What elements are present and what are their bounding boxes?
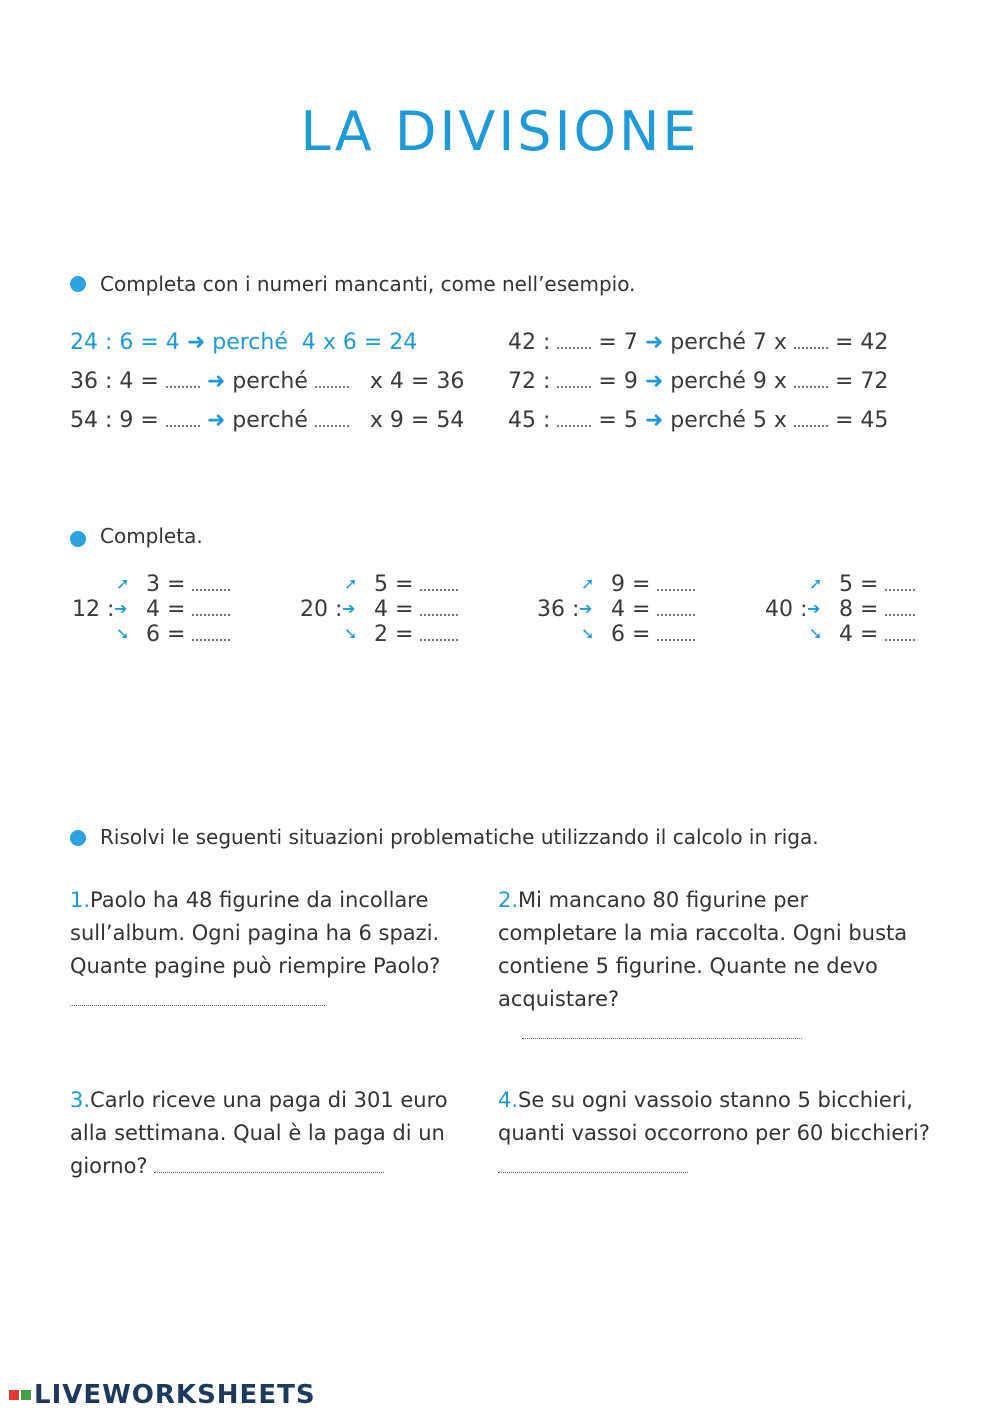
left-row-2-b: x 9 = 54 bbox=[369, 408, 465, 433]
problem-1 bbox=[70, 884, 462, 1016]
answer-blank[interactable] bbox=[657, 637, 695, 641]
right-row-2-because: perché bbox=[670, 369, 746, 394]
left-row-1-because: perché bbox=[232, 369, 308, 394]
dividend: 40 : bbox=[765, 597, 808, 622]
section3-instruction: Risolvi le seguenti situazioni problematiche utilizzando il calcolo in riga. bbox=[100, 825, 819, 849]
right-row-3-a: 45 : bbox=[508, 408, 551, 433]
answer-blank[interactable] bbox=[192, 612, 230, 616]
answer-blank[interactable] bbox=[166, 384, 200, 388]
left-row-2-because: perché bbox=[232, 408, 308, 433]
answer-blank[interactable] bbox=[885, 587, 915, 591]
right-row-1-a: 42 : bbox=[508, 330, 551, 355]
example-rhs: 4 x 6 = 24 bbox=[301, 330, 418, 355]
arrow-right-icon: ➔ bbox=[807, 599, 821, 618]
example-lhs: 24 : 6 = 4 bbox=[70, 330, 180, 355]
answer-line[interactable] bbox=[522, 1036, 802, 1039]
section1-instruction: Completa con i numeri mancanti, come nell’esempio. bbox=[100, 272, 636, 296]
liveworksheets-logo-icon bbox=[8, 1385, 32, 1404]
answer-line[interactable] bbox=[70, 1003, 325, 1006]
divisor: 4 = bbox=[611, 597, 651, 622]
arrow-down-right-icon: ➘ bbox=[581, 624, 595, 643]
footer-brand: LIVEWORKSHEETS bbox=[34, 1380, 316, 1410]
divisor: 4 = bbox=[374, 597, 414, 622]
answer-blank[interactable] bbox=[315, 384, 349, 388]
answer-blank[interactable] bbox=[166, 423, 200, 427]
section1-bullet bbox=[70, 276, 86, 296]
arrow-right-icon: ➜ bbox=[644, 408, 664, 433]
section2-instruction: Completa. bbox=[100, 524, 203, 548]
left-row-1-b: x 4 = 36 bbox=[369, 369, 465, 394]
divisor: 2 = bbox=[374, 622, 414, 647]
problem-3 bbox=[70, 1084, 462, 1183]
right-row-3 bbox=[508, 408, 888, 433]
answer-blank[interactable] bbox=[315, 423, 349, 427]
answer-line[interactable] bbox=[154, 1170, 384, 1173]
problem-number: 2. bbox=[498, 888, 519, 912]
arrow-down-right-icon: ➘ bbox=[344, 624, 358, 643]
arrow-down-right-icon: ➘ bbox=[116, 624, 130, 643]
divisor: 6 = bbox=[611, 622, 651, 647]
problem-number: 3. bbox=[70, 1088, 91, 1112]
arrow-up-right-icon: ➚ bbox=[116, 574, 130, 593]
left-row-1-a: 36 : 4 = bbox=[70, 369, 159, 394]
right-row-3-b: = 5 bbox=[598, 408, 638, 433]
problem-4 bbox=[498, 1084, 930, 1183]
answer-blank[interactable] bbox=[794, 384, 828, 388]
answer-blank[interactable] bbox=[657, 612, 695, 616]
answer-blank[interactable] bbox=[192, 637, 230, 641]
answer-blank[interactable] bbox=[557, 384, 591, 388]
problem-2 bbox=[498, 884, 930, 1049]
problem-number: 4. bbox=[498, 1088, 519, 1112]
right-row-1-c: 7 x bbox=[752, 330, 787, 355]
problem-text: Se su ogni vassoio stanno 5 bicchieri, quanti vassoi occorrono per 60 bicchieri? bbox=[498, 1088, 930, 1145]
right-row-2-a: 72 : bbox=[508, 369, 551, 394]
left-row-1 bbox=[70, 369, 464, 394]
page-title: LA DIVISIONE bbox=[300, 100, 700, 163]
answer-blank[interactable] bbox=[557, 345, 591, 349]
arrow-right-icon: ➜ bbox=[186, 330, 206, 355]
arrow-down-right-icon: ➘ bbox=[809, 624, 823, 643]
arrow-up-right-icon: ➚ bbox=[581, 574, 595, 593]
arrow-right-icon: ➔ bbox=[342, 599, 356, 618]
right-row-2 bbox=[508, 369, 888, 394]
left-row-2-a: 54 : 9 = bbox=[70, 408, 159, 433]
left-row-2 bbox=[70, 408, 464, 433]
arrow-right-icon: ➔ bbox=[579, 599, 593, 618]
right-row-3-because: perché bbox=[670, 408, 746, 433]
divisor: 4 = bbox=[146, 597, 186, 622]
problem-text: Carlo riceve una paga di 301 euro alla settimana. Qual è la paga di un giorno? bbox=[70, 1088, 448, 1178]
problem-text: Paolo ha 48 figurine da incollare sull’album. Ogni pagina ha 6 spazi. Quante pagine può riempire Paolo? bbox=[70, 888, 441, 978]
arrow-right-icon: ➔ bbox=[114, 599, 128, 618]
answer-blank[interactable] bbox=[657, 587, 695, 591]
right-row-2-b: = 9 bbox=[598, 369, 638, 394]
divisor: 5 = bbox=[374, 572, 414, 597]
divisor: 9 = bbox=[611, 572, 651, 597]
example-because: perché bbox=[212, 330, 288, 355]
dividend: 36 : bbox=[537, 597, 580, 622]
right-row-3-c: 5 x bbox=[752, 408, 787, 433]
divisor: 5 = bbox=[839, 572, 879, 597]
section3-bullet bbox=[70, 830, 86, 850]
problem-number: 1. bbox=[70, 888, 91, 912]
answer-blank[interactable] bbox=[794, 423, 828, 427]
arrow-right-icon: ➜ bbox=[644, 330, 664, 355]
problem-text: Mi mancano 80 figurine per completare la mia raccolta. Ogni busta contiene 5 figurine. Quante ne devo acquistare? bbox=[498, 888, 908, 1011]
divisor: 8 = bbox=[839, 597, 879, 622]
divisor: 3 = bbox=[146, 572, 186, 597]
answer-blank[interactable] bbox=[420, 587, 458, 591]
answer-blank[interactable] bbox=[885, 612, 915, 616]
right-row-1-b: = 7 bbox=[598, 330, 638, 355]
right-row-3-d: = 45 bbox=[834, 408, 889, 433]
right-row-2-c: 9 x bbox=[752, 369, 787, 394]
arrow-up-right-icon: ➚ bbox=[344, 574, 358, 593]
answer-blank[interactable] bbox=[192, 587, 230, 591]
answer-blank[interactable] bbox=[420, 637, 458, 641]
arrow-right-icon: ➜ bbox=[206, 369, 226, 394]
answer-blank[interactable] bbox=[794, 345, 828, 349]
arrow-right-icon: ➜ bbox=[644, 369, 664, 394]
answer-line[interactable] bbox=[498, 1170, 688, 1173]
answer-blank[interactable] bbox=[885, 637, 915, 641]
right-row-1 bbox=[508, 330, 888, 355]
right-row-2-d: = 72 bbox=[834, 369, 889, 394]
example-row bbox=[70, 330, 417, 355]
answer-blank[interactable] bbox=[557, 423, 591, 427]
right-row-1-d: = 42 bbox=[834, 330, 889, 355]
arrow-right-icon: ➜ bbox=[206, 408, 226, 433]
section2-bullet bbox=[70, 531, 86, 551]
divisor: 4 = bbox=[839, 622, 879, 647]
right-row-1-because: perché bbox=[670, 330, 746, 355]
divisor: 6 = bbox=[146, 622, 186, 647]
dividend: 12 : bbox=[72, 597, 115, 622]
answer-blank[interactable] bbox=[420, 612, 458, 616]
arrow-up-right-icon: ➚ bbox=[809, 574, 823, 593]
dividend: 20 : bbox=[300, 597, 343, 622]
